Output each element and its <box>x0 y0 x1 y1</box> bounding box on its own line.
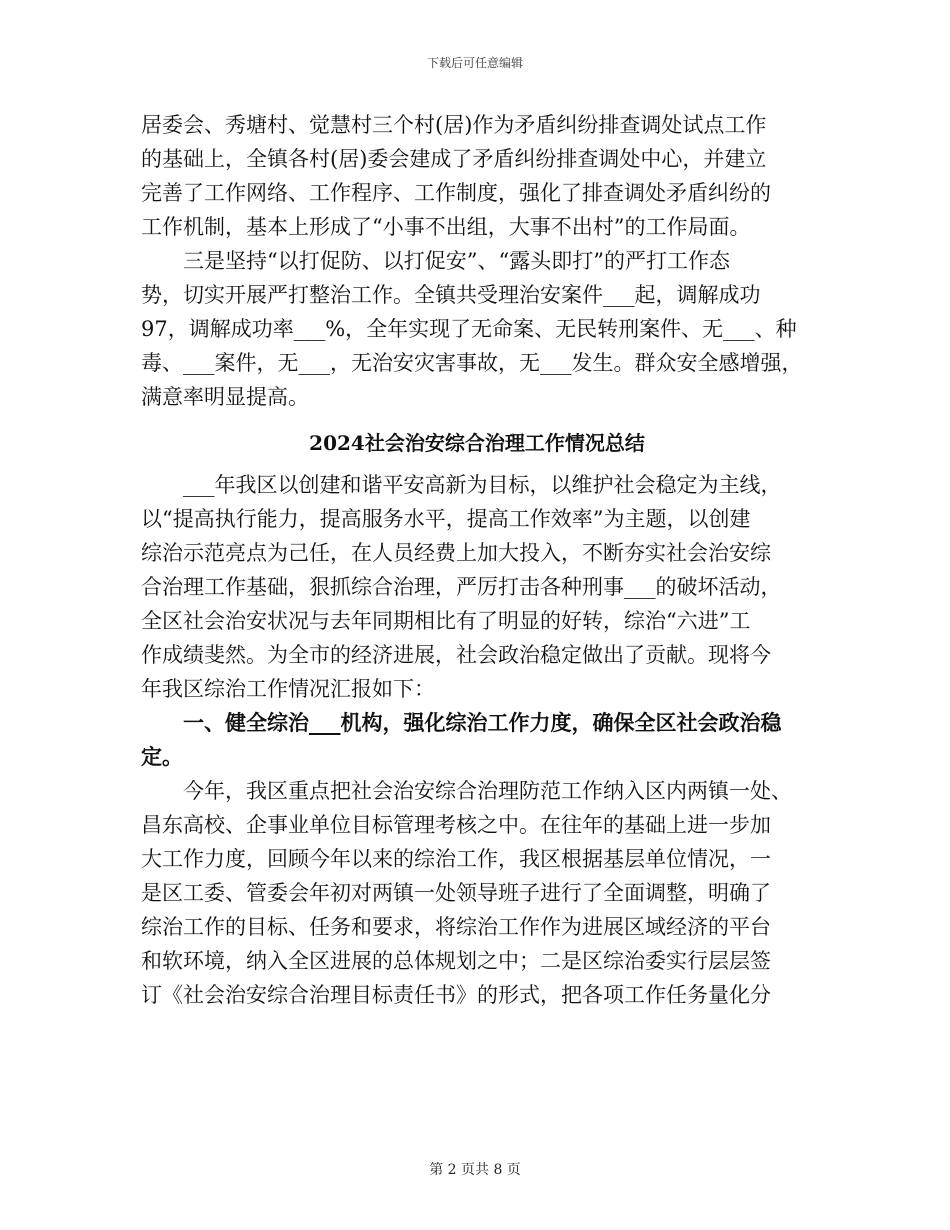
text-line: 满意率明显提高。 <box>141 385 309 409</box>
text-line: 势，切实开展严打整治工作。全镇共受理治安案件___起，调解成功 <box>141 283 761 307</box>
page-footer: 第 2 页共 8 页 <box>429 1162 521 1178</box>
text-line: 工作机制，基本上形成了“小事不出组，大事不出村”的工作局面。 <box>141 215 751 239</box>
text-line: 订《社会治安综合治理目标责任书》的形式，把各项工作任务量化分 <box>141 983 771 1007</box>
text-line: 和软环境，纳入全区进展的总体规划之中；二是区综治委实行层层签 <box>141 949 771 973</box>
text-line: 是区工委、管委会年初对两镇一处领导班子进行了全面调整，明确了 <box>141 881 771 905</box>
heading-one-cont: 定。 <box>141 744 183 769</box>
heading-one: 一、健全综治___机构，强化综治工作力度，确保全区社会政治稳 <box>183 710 782 735</box>
text-line: 作成绩斐然。为全市的经济进展，社会政治稳定做出了贡献。现将今 <box>141 643 771 667</box>
text-line: 的基础上，全镇各村(居)委会建成了矛盾纠纷排查调处中心，并建立 <box>141 147 767 171</box>
text-line: 综治示范亮点为己任，在人员经费上加大投入，不断夯实社会治安综 <box>141 541 771 565</box>
document-body <box>141 108 813 1012</box>
text-line: 大工作力度，回顾今年以来的综治工作，我区根据基层单位情况，一 <box>141 847 771 871</box>
text-line: 昌东高校、企事业单位目标管理考核之中。在往年的基础上进一步加 <box>141 813 771 837</box>
text-line: 完善了工作网络、工作程序、工作制度，强化了排查调处矛盾纠纷的 <box>141 181 771 205</box>
text-line: 居委会、秀塘村、觉慧村三个村(居)作为矛盾纠纷排查调处试点工作 <box>141 113 767 137</box>
text-line: 综治工作的目标、任务和要求，将综治工作作为进展区域经济的平台 <box>141 915 771 939</box>
text-line: 合治理工作基础，狠抓综合治理，严厉打击各种刑事___的破坏活动， <box>141 575 782 599</box>
text-line: 年我区综治工作情况汇报如下： <box>141 677 435 701</box>
section-title: 2024社会治安综合治理工作情况总结 <box>309 431 645 455</box>
text-line: 三是坚持“以打促防、以打促安”、“露头即打”的严打工作态 <box>183 249 730 273</box>
text-line: 毒、___案件，无___，无治安灾害事故，无___发生。群众安全感增强， <box>141 351 803 375</box>
text-line: 以“提高执行能力，提高服务水平，提高工作效率”为主题，以创建 <box>141 507 751 531</box>
page-header: 下载后可任意编辑 <box>426 56 523 70</box>
text-line: 97，调解成功率___%，全年实现了无命案、无民转刑案件、无___、种 <box>141 317 797 341</box>
text-line: ___年我区以创建和谐平安高新为目标，以维护社会稳定为主线， <box>183 473 782 497</box>
text-line: 全区社会治安状况与去年同期相比有了明显的好转，综治“六进”工 <box>141 609 751 633</box>
text-line: 今年，我区重点把社会治安综合治理防范工作纳入区内两镇一处、 <box>183 779 792 803</box>
